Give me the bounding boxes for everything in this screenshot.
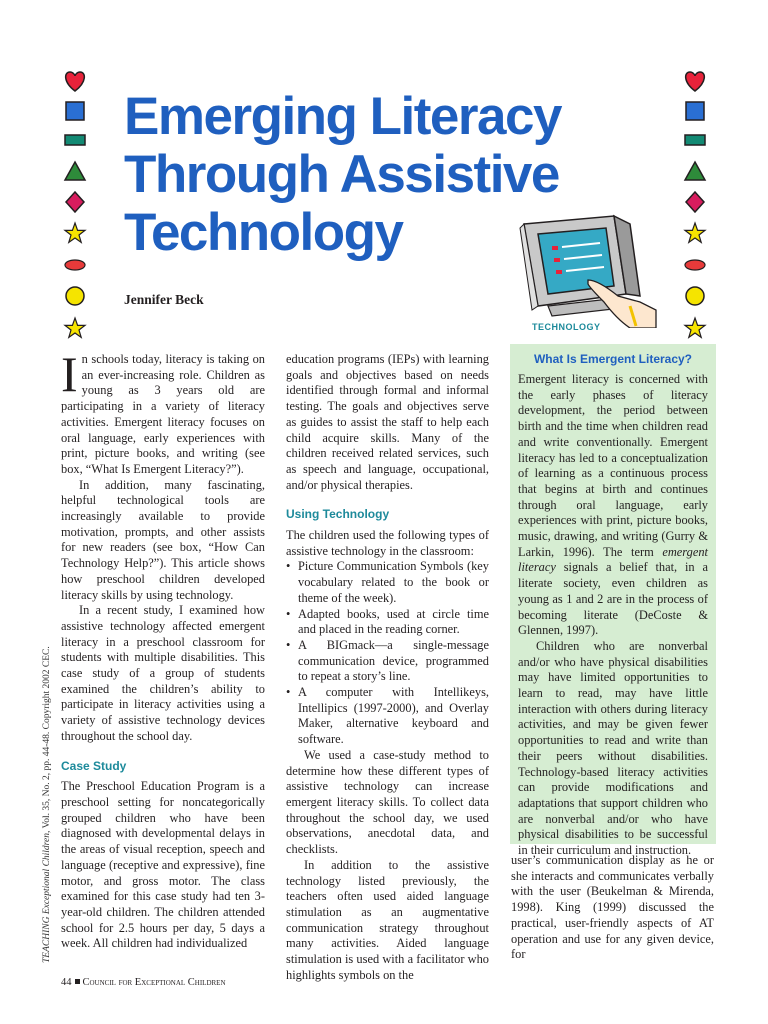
star-icon — [685, 223, 705, 242]
paragraph: We used a case-study method to determine how these different types of assistive technology can increase emergent literacy skills. To collect data throughout the school day, we used observations, anecdotal data, and checklists. — [286, 747, 489, 857]
square-icon — [66, 102, 84, 120]
circle-icon — [66, 287, 84, 305]
diamond-icon — [686, 192, 704, 212]
paragraph: In a recent study, I examined how assistive technology affected emergent literacy in a preschool classroom for students with multiple disabilities. This case study of a group of students examined the children’s ability to participate in literacy activities using a variety of assistive technology devices throughout the school day. — [61, 603, 265, 743]
column-3 — [511, 853, 714, 963]
column-1 — [61, 346, 265, 952]
rectangle-icon — [685, 135, 705, 145]
column-2 — [286, 352, 489, 983]
sidebar-title: What Is Emergent Literacy? — [533, 352, 693, 366]
paragraph: The Preschool Education Program is a preschool setting for noncategorically grouped children who have been diagnosed with developmental delays in the areas of visual reception, speech and language (receptive and expressive), fine motor, and gross motor. The class examined for this case study had ten 3-year-old children. The children attended school for 2.5 hours per day, 5 days a week. All children had individualized — [61, 779, 265, 951]
star-icon — [685, 318, 705, 337]
footer-org: Council for Exceptional Children — [82, 977, 226, 988]
star-icon — [65, 223, 85, 242]
page-number: 44 — [61, 977, 72, 988]
drop-cap: I — [61, 346, 78, 402]
heart-icon — [686, 72, 705, 91]
list-item: • Adapted books, used at circle time and placed in the reading corner. — [298, 607, 489, 638]
square-icon — [686, 102, 704, 120]
paragraph: In addition to the assistive technology listed previously, the teachers often used aided language stimulation as an augmentative communication strategy throughout many activities. Aided language stimulation is used with a facilitator who highlights symbols on the — [286, 857, 489, 982]
star-icon — [65, 318, 85, 337]
triangle-icon — [685, 162, 705, 180]
square-bullet-icon — [75, 979, 80, 984]
illustration-label: TECHNOLOGY — [532, 322, 601, 332]
heart-icon — [66, 72, 85, 91]
computer-monitor-pointing-hand-icon — [518, 210, 658, 328]
sidebar-text — [518, 372, 708, 859]
paragraph: Children who are nonverbal and/or who have physical disabilities may have limited opportunities to learn to read, may have little interaction with others during literacy activities, and may be given fewer opportunities to read and write than their peers without disabilities. Technology-based literacy activities can provide modifications and adaptations that support children who are nonverbal and/or who have physical disabilities to be successful in their curriculum and instruction. — [518, 638, 708, 858]
circle-icon — [686, 287, 704, 305]
paragraph: user’s communication display as he or she interacts and communicates verbally with the user (Beukelman & Mirenda, 1998). King (1999) discussed the practical, user-friendly aspects of AT operation and use for any given device, for — [511, 853, 714, 962]
author-name: Jennifer Beck — [124, 292, 204, 307]
copyright-sidenote: TEACHING Exceptional Children, Vol. 35, No. 2, pp. 44-48. Copyright 2002 CEC. — [42, 646, 52, 963]
list-item: • A computer with Intellikeys, Intellipics (1997-2000), and Overlay Maker, alternative keyboard and software. — [298, 685, 489, 748]
oval-icon — [65, 260, 85, 270]
section-heading: Using Technology — [286, 507, 390, 522]
sidebar-box — [510, 344, 716, 858]
diamond-icon — [66, 192, 84, 212]
rectangle-icon — [65, 135, 85, 145]
page-footer — [61, 977, 226, 988]
list-item: • A BIGmack—a single-message communication device, programmed to repeat a story’s line. — [298, 638, 489, 685]
title-line-1: Emerging Literacy — [124, 87, 561, 146]
right-shape-border — [680, 66, 710, 346]
title-line-2: Through Assistive — [124, 145, 559, 204]
left-shape-border — [60, 66, 90, 346]
section-heading: Case Study — [61, 758, 127, 773]
paragraph: The children used the following types of assistive technology in the classroom: — [286, 528, 489, 558]
list-item: • Picture Communication Symbols (key vocabulary related to the book or theme of the week). — [298, 559, 489, 606]
oval-icon — [685, 260, 705, 270]
paragraph: Emergent literacy is concerned with the early phases of literacy development, the period between birth and the time when children read and write conventionally. Emergent literacy has led to a conceptualization of learning as a continuous process that begins at birth and continues through oral language, early experiences with print, picture books, music, drawing, and writing (Gurry & Larkin, 1996). The term emergent literacy signals a belief that, in a literate society, even children as young as 1 and 2 are in the process of becoming literate (DeCoste & Glennen, 1997). — [518, 372, 708, 638]
triangle-icon — [65, 162, 85, 180]
paragraph: education programs (IEPs) with learning goals and objectives based on needs identified through formal and informal testing. The goals and objectives serve as guides to assist the staff to help each child acquire skills. Many of the children received related services, such as speech and language, occupational, and/or physical therapies. — [286, 352, 489, 492]
bullet-list — [286, 559, 489, 747]
paragraph: In addition, many fascinating, helpful technological tools are increasingly available to provide motivation, prompts, and other assists for new readers (see box, “How Can Technology Help?”). This article shows how preschool children developed literacy skills by using technology. — [61, 477, 265, 602]
title-line-3: Technology — [124, 203, 403, 262]
paragraph: In schools today, literacy is taking on an ever-increasing role. Children as young as 3 years old are participating in a variety of literacy activities. Emergent literacy focuses on oral language, early experiences with print, picture books, and writing (see box, “What Is Emergent Literacy?”). — [61, 346, 265, 476]
